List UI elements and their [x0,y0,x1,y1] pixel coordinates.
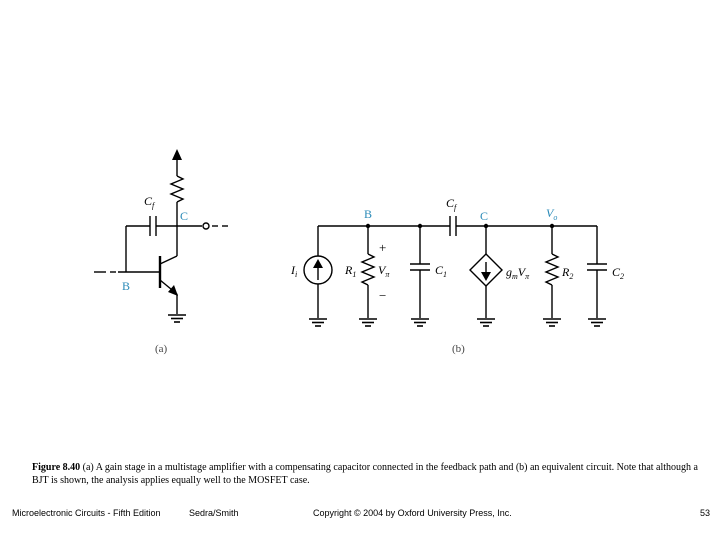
cf-label-b: $C_f$ [446,196,457,212]
node-c-label-a: C [180,209,189,223]
footer-copyright: Copyright © 2004 by Oxford University Press, Inc. [313,508,512,518]
vpi-minus: − [379,288,387,303]
caption-text: (a) A gain stage in a multistage amplifier with a compensating capacitor connected in the feedback path and (b) an equivalent circuit. Note that although a BJT is shown, the analysis applies equally well to the MOSFET case. [32,462,698,486]
sublabel-b: (b) [452,343,465,355]
vo-label: $V_o$ [546,206,558,222]
vpi-plus: + [379,240,387,255]
c1-label: $C_1$ [435,263,448,279]
figure-caption [32,461,702,487]
page-footer [0,508,720,522]
footer-authors: Sedra/Smith [189,508,239,518]
footer-book-title: Microelectronic Circuits - Fifth Edition [12,508,161,518]
footer-page-number: 53 [700,508,711,518]
c2-label: $C_2$ [612,265,625,281]
r2-label: $R_2$ [562,265,574,281]
ii-label: $I_i$ [291,263,298,279]
node-b-label-a: B [122,279,131,293]
circuit-a [94,149,228,314]
node-c-label-b: C [480,209,489,223]
sublabel-a: (a) [155,343,168,355]
vpi-label: $V_\pi$ [378,263,390,279]
node-b-label-b: B [364,207,373,221]
gm-label: $g_mV_\pi$ [506,265,530,281]
r1-label: $R_1$ [345,263,357,279]
cf-label-a: $C_f$ [144,194,155,210]
figure-number: Figure 8.40 [32,462,81,473]
